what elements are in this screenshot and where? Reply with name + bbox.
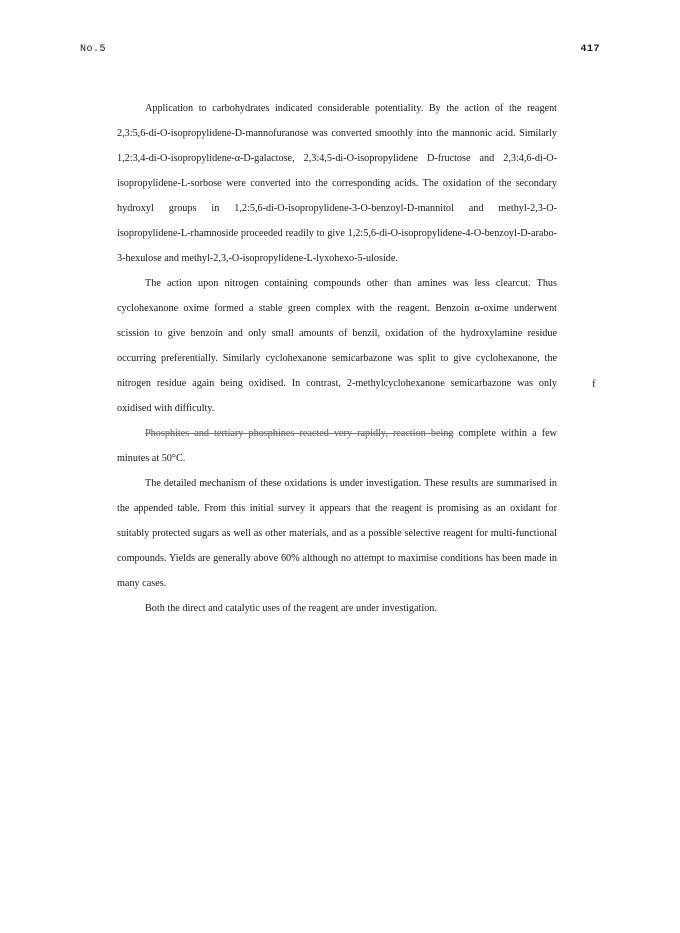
paragraph-phosphites-rest: complete within a few minutes at 50°C. [117,428,557,464]
page-header [80,44,600,60]
journal-issue-label: No.5 [80,44,107,55]
paragraph-nitrogen-compounds: The action upon nitrogen containing compounds other than amines was less clearcut. Thus cyclohexanone oxime formed a stable green complex with the reagent. Benzoin α-oxime underwent scission to give benzoin and only small amounts of benzil, oxidation of the hydroxylamine residue occurring preferentially. Similarly cyclohexanone semicarbazone was split to give cyclohexanone, the nitrogen residue again being oxidised. In contrast, 2-methylcyclohexanone semicarbazone was only oxidised with difficulty. [117,278,557,414]
margin-annotation: f [592,378,596,390]
paragraph-closing: Both the direct and catalytic uses of the reagent are under investigation. [145,603,437,614]
page-number: 417 [580,44,600,55]
paragraph-mechanism: The detailed mechanism of these oxidations is under investigation. These results are summarised in the appended table. From this initial survey it appears that the reagent is promising as an oxidant for suitably protected sugars as well as other materials, and as a possible selective reagent for multi-functional compounds. Yields are generally above 60% although no attempt to maximise conditions has been made in many cases. [117,478,557,589]
struck-text: Phosphites and tertiary phosphines reacted very rapidly, reaction being [145,428,454,439]
article-body [117,96,557,621]
paragraph-carbohydrates: Application to carbohydrates indicated considerable potentiality. By the action of the reagent 2,3:5,6-di-O-isopropylidene-D-mannofuranose was converted smoothly into the mannonic acid. Similarly 1,2:3,4-di-O-isopropylidene-α-D-galactose, 2,3:4,5-di-O-isopropylidene D-fructose and 2,3:4,6-di-O-isopropylidene-L-sorbose were converted into the corresponding acids. The oxidation of the secondary hydroxyl groups in 1,2:5,6-di-O-isopropylidene-3-O-benzoyl-D-mannitol and methyl-2,3-O-isopropylidene-L-rhamnoside proceeded readily to give 1,2:5,6-di-O-isopropylidene-4-O-benzoyl-D-arabo-3-hexulose and methyl-2,3,-O-isopropylidene-L-lyxohexo-5-uloside. [117,103,557,264]
paragraph-phosphites [117,421,557,471]
